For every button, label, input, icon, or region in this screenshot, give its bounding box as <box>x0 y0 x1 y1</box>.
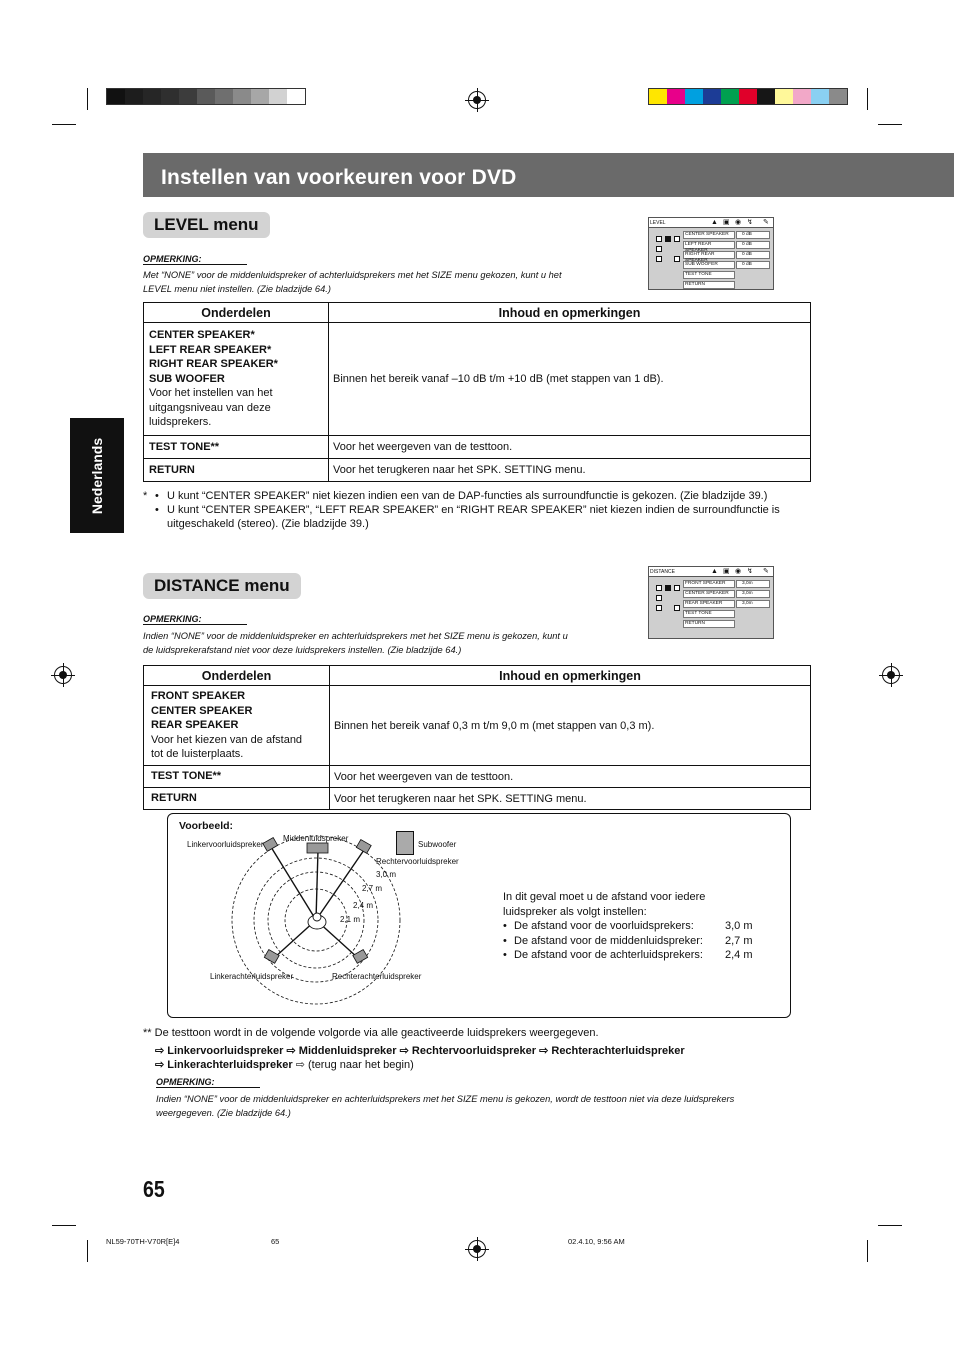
level-table <box>143 302 811 482</box>
color-swatch <box>703 89 721 104</box>
language-tab <box>70 418 124 533</box>
tool-icon: ✎ <box>763 568 769 575</box>
settings-icon: ↯ <box>747 568 753 575</box>
layout-square <box>665 585 671 591</box>
osd-title: DISTANCE <box>650 569 675 575</box>
footer-date: 02.4.10, 9:56 AM <box>568 1237 625 1246</box>
color-swatch <box>197 89 215 104</box>
level-osd-screen <box>648 217 774 290</box>
osd-row: CENTER SPEAKER 3,0m <box>683 590 770 598</box>
example-diagram <box>167 813 791 1018</box>
level-note-text: Met “NONE” voor de middenluidspreker of achterluidsprekers met het SIZE menu gekozen, kunt u het LEVEL menu niet instellen. (Zie bladzijde 64.) <box>143 270 562 294</box>
osd-row: TEST TONE <box>683 610 770 618</box>
distance-label: 2,1 m <box>340 915 361 924</box>
subwoofer-box <box>396 831 414 855</box>
layout-square <box>674 256 680 262</box>
distance-menu-heading: DISTANCE menu <box>143 573 301 599</box>
color-swatch <box>287 89 305 104</box>
example-label: Voorbeeld: <box>179 820 234 832</box>
layout-square <box>656 585 662 591</box>
front-right-label: Rechtervoorluidspreker <box>376 857 459 866</box>
osd-row: LEFT REAR 0 dB <box>683 241 770 249</box>
col-header-content: Inhoud en opmerkingen <box>330 666 811 686</box>
testtone-note-label: OPMERKING: <box>156 1077 260 1088</box>
osd-row: REAR SPEAKER 3,0m <box>683 600 770 608</box>
language-tab-label: Nederlands <box>89 437 105 515</box>
table-cell-items: TEST TONE** <box>144 436 329 459</box>
table-cell-content: Voor het terugkeren naar het SPK. SETTING menu. <box>329 459 811 482</box>
layout-square <box>674 585 680 591</box>
testtone-intro: ** De testtoon wordt in de volgende volgorde via alle geactiveerde luidsprekers weergegeven. <box>143 1027 599 1039</box>
color-swatch <box>251 89 269 104</box>
layout-square <box>656 246 662 252</box>
table-cell-content: Voor het weergeven van de testtoon. <box>330 766 811 788</box>
registration-mark-icon <box>54 666 72 684</box>
col-header-items: Onderdelen <box>144 666 330 686</box>
crop-mark <box>87 88 88 110</box>
registration-mark-icon <box>882 666 900 684</box>
level-note-label: OPMERKING: <box>143 254 247 265</box>
crop-mark <box>867 88 868 110</box>
osd-row: CENTER SPEAKER 0 dB <box>683 231 770 239</box>
table-cell-items: CENTER SPEAKER* LEFT REAR SPEAKER* RIGHT REAR SPEAKER* SUB WOOFER Voor het instellen van het uitgangsniveau van deze luidsprekers. <box>144 323 329 436</box>
testtone-sequence: ⇨ Linkervoorluidspreker ⇨ Middenluidspreker ⇨ Rechtervoorluidspreker ⇨ Rechterachterluidspreker ⇨ Linkerachterluidspreker ⇨ (terug naar het begin) <box>155 1045 685 1071</box>
rear-left-speaker <box>264 950 279 964</box>
rear-left-label: Linkerachterluidspreker <box>210 972 294 981</box>
crop-mark <box>87 1240 88 1262</box>
distance-label: 2,4 m <box>353 901 374 910</box>
registration-mark-icon <box>468 91 486 109</box>
crop-mark <box>52 124 76 125</box>
listener-icon <box>308 913 326 929</box>
color-swatch <box>775 89 793 104</box>
color-swatch <box>161 89 179 104</box>
color-swatch <box>125 89 143 104</box>
distance-osd-screen <box>648 566 774 639</box>
layout-square <box>674 236 680 242</box>
osd-row: RIGHT REAR 0 dB <box>683 251 770 259</box>
front-left-speaker <box>263 838 278 852</box>
color-swatch <box>829 89 847 104</box>
color-swatch <box>721 89 739 104</box>
disc-icon: ◉ <box>735 568 742 575</box>
color-swatch <box>269 89 287 104</box>
page-number: 65 <box>143 1176 165 1202</box>
table-cell-items: RETURN <box>144 788 330 810</box>
color-bar-cmyk <box>648 88 848 105</box>
footer-file: NL59-70TH-V70R[E]4 <box>106 1237 180 1246</box>
color-swatch <box>233 89 251 104</box>
registration-mark-icon <box>468 1240 486 1258</box>
color-swatch <box>793 89 811 104</box>
center-label: Middenluidspreker <box>283 834 349 843</box>
center-speaker <box>307 843 328 853</box>
distance-note-text: Indien “NONE” voor de middenluidspreker en achterluidsprekers met het SIZE menu is gekozen, kunt u de luidsprekerafstand niet voor deze luidsprekers instellen. (Zie bladzijde 64.) <box>143 631 568 655</box>
screen-icon: ▣ <box>723 568 730 575</box>
crop-mark <box>867 1240 868 1262</box>
col-header-items: Onderdelen <box>144 303 329 323</box>
speaker-icon: ▲ <box>711 568 718 575</box>
osd-row: FRONT SPEAKER 3,0m <box>683 580 770 588</box>
front-right-speaker <box>356 840 371 854</box>
table-cell-items: RETURN <box>144 459 329 482</box>
table-cell-content: Voor het weergeven van de testtoon. <box>329 436 811 459</box>
table-cell-content: Binnen het bereik vanaf –10 dB t/m +10 dB (met stappen van 1 dB). <box>329 323 811 436</box>
osd-title: LEVEL <box>650 220 666 226</box>
color-swatch <box>685 89 703 104</box>
table-cell-items: TEST TONE** <box>144 766 330 788</box>
color-swatch <box>143 89 161 104</box>
color-swatch <box>107 89 125 104</box>
page-title-bar <box>143 153 954 197</box>
screen-icon: ▣ <box>723 219 730 226</box>
osd-row: RETURN <box>683 281 770 289</box>
layout-square <box>674 605 680 611</box>
table-cell-content: Voor het terugkeren naar het SPK. SETTING menu. <box>330 788 811 810</box>
front-left-label: Linkervoorluidspreker <box>187 840 264 849</box>
osd-row: TEST TONE <box>683 271 770 279</box>
color-swatch <box>811 89 829 104</box>
testtone-note-text: Indien “NONE” voor de middenluidspreker en achterluidsprekers met het SIZE menu is gekozen, wordt de testtoon niet via deze luidsprekers weergegeven. (Zie bladzijde 64.) <box>156 1094 735 1118</box>
color-swatch <box>215 89 233 104</box>
rear-right-label: Rechterachterluidspreker <box>332 972 422 981</box>
layout-square <box>656 256 662 262</box>
tool-icon: ✎ <box>763 219 769 226</box>
layout-square <box>656 236 662 242</box>
distance-table <box>143 665 811 810</box>
speaker-icon: ▲ <box>711 219 718 226</box>
layout-square <box>665 236 671 242</box>
distance-label: 3,0 m <box>376 870 397 879</box>
color-swatch <box>739 89 757 104</box>
layout-square <box>656 595 662 601</box>
subwoofer-label: Subwoofer <box>418 840 457 849</box>
distance-note-label: OPMERKING: <box>143 614 247 625</box>
crop-mark <box>52 1225 76 1226</box>
color-bar-grayscale <box>106 88 306 105</box>
page-title: Instellen van voorkeuren voor DVD <box>161 166 517 189</box>
example-explanation: In dit geval moet u de afstand voor iedere luidspreker als volgt instellen: • De afstand voor de voorluidsprekers: 3,0 m • De afstand voor de middenluidspreker: 2,7 m • De afstand voor de achterluidsprekers: 2,4 m <box>503 891 753 961</box>
layout-square <box>656 605 662 611</box>
osd-row: RETURN <box>683 620 770 628</box>
color-swatch <box>667 89 685 104</box>
footer-page: 65 <box>271 1237 280 1246</box>
table-cell-content: Binnen het bereik vanaf 0,3 m t/m 9,0 m (met stappen van 0,3 m). <box>330 686 811 766</box>
rear-right-speaker <box>353 950 368 964</box>
level-menu-heading: LEVEL menu <box>143 212 270 238</box>
osd-row: SUB WOOFER 0 dB <box>683 261 770 269</box>
distance-label: 2,7 m <box>362 884 383 893</box>
color-swatch <box>757 89 775 104</box>
color-swatch <box>649 89 667 104</box>
col-header-content: Inhoud en opmerkingen <box>329 303 811 323</box>
color-swatch <box>179 89 197 104</box>
crop-mark <box>878 1225 902 1226</box>
crop-mark <box>878 124 902 125</box>
disc-icon: ◉ <box>735 219 742 226</box>
settings-icon: ↯ <box>747 219 753 226</box>
table-cell-items: FRONT SPEAKER CENTER SPEAKER REAR SPEAKER Voor het kiezen van de afstand tot de luisterplaats. <box>144 686 330 766</box>
